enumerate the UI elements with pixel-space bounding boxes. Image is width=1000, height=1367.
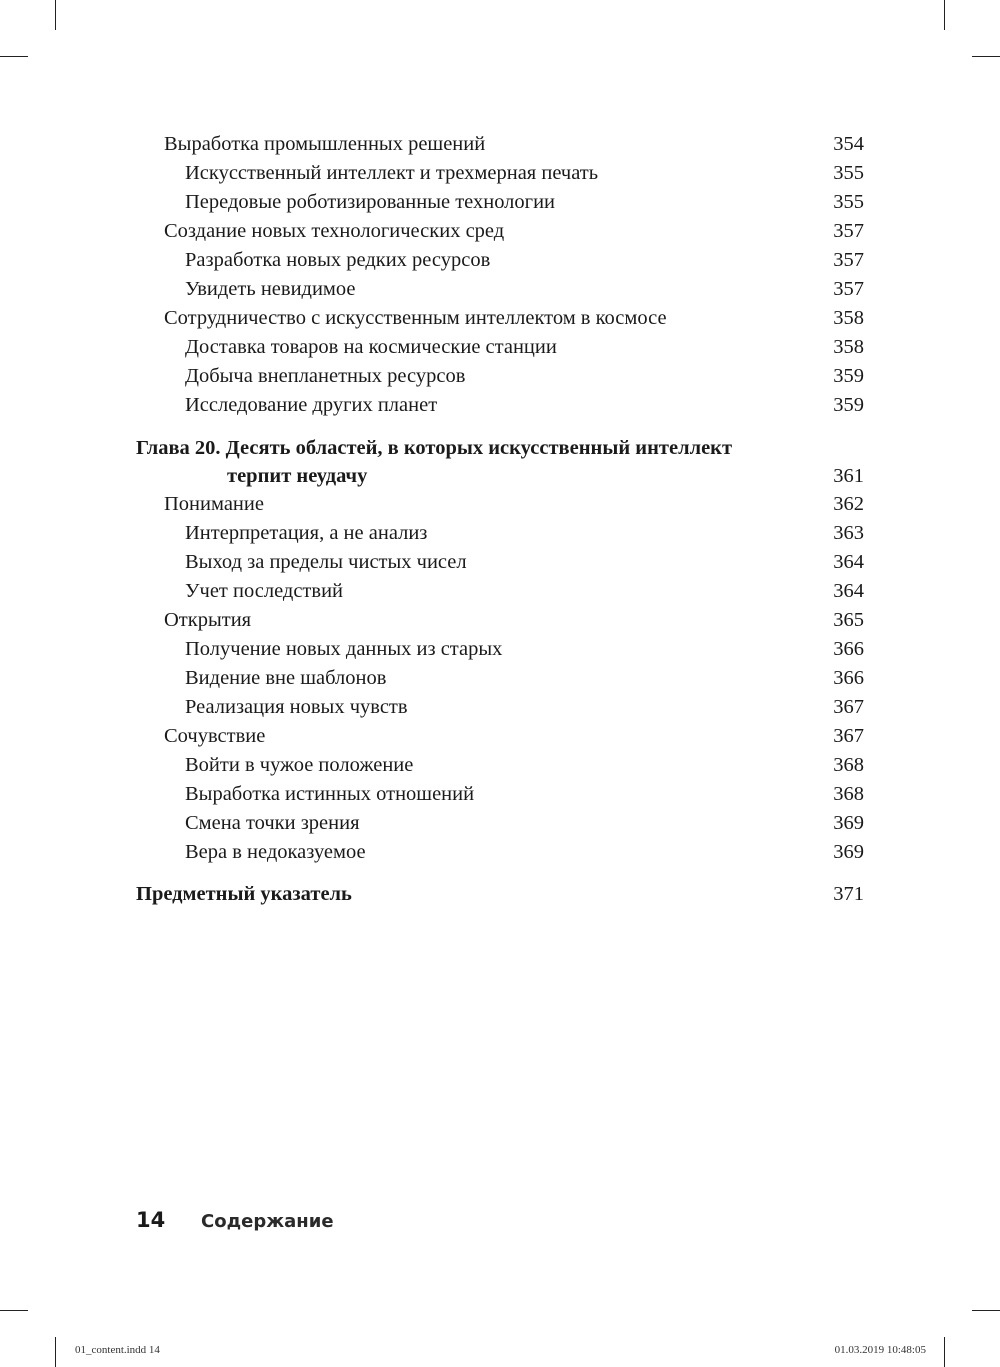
crop-mark-right-top — [972, 56, 1000, 57]
toc-entry-title: Сотрудничество с искусственным интеллектом в космосе — [164, 307, 667, 329]
toc-entry[interactable] — [136, 159, 864, 188]
crop-mark-right-bottom — [972, 1310, 1000, 1311]
toc-entry-page: 357 — [833, 220, 864, 242]
toc-entry-page: 362 — [833, 493, 864, 515]
toc-entry[interactable] — [136, 548, 864, 577]
toc-entry-title: Открытия — [164, 609, 252, 631]
toc-entry[interactable] — [136, 577, 864, 606]
running-title: Содержание — [201, 1211, 334, 1232]
toc-entry-page: 355 — [833, 162, 864, 184]
toc-entry-page: 367 — [833, 696, 864, 718]
toc-entry-title: Реализация новых чувств — [185, 696, 408, 718]
toc-entry-title: Увидеть невидимое — [185, 278, 356, 300]
toc-entry-title: Доставка товаров на космические станции — [185, 336, 557, 358]
page-number: 14 — [136, 1208, 166, 1232]
index-page: 371 — [833, 883, 864, 905]
toc-entry[interactable] — [136, 809, 864, 838]
toc-entry-page: 368 — [833, 783, 864, 805]
toc-entry-title: Исследование других планет — [185, 394, 438, 416]
toc-entry-title: Разработка новых редких ресурсов — [185, 249, 491, 271]
table-of-contents — [136, 130, 864, 909]
toc-entry-page: 366 — [833, 667, 864, 689]
toc-entry[interactable] — [136, 130, 864, 159]
toc-entry[interactable] — [136, 606, 864, 635]
toc-entry-title: Учет последствий — [185, 580, 344, 602]
toc-entry-title: Выработка истинных отношений — [185, 783, 475, 805]
crop-mark-left-top — [0, 56, 28, 57]
toc-entry-title: Интерпретация, а не анализ — [185, 522, 428, 544]
crop-mark-top-left — [55, 0, 56, 30]
chapter-title-line2: терпит неудачу — [227, 465, 368, 487]
toc-index-entry[interactable] — [136, 880, 864, 909]
chapter-page: 361 — [833, 465, 864, 487]
toc-entry-page: 357 — [833, 278, 864, 300]
toc-entry-page: 359 — [833, 365, 864, 387]
toc-entry-title: Видение вне шаблонов — [185, 667, 387, 689]
toc-entry-title: Выход за пределы чистых чисел — [185, 551, 467, 573]
toc-entry[interactable] — [136, 391, 864, 420]
toc-entry[interactable] — [136, 780, 864, 809]
toc-entry-title: Получение новых данных из старых — [185, 638, 503, 660]
toc-entry-title: Понимание — [164, 493, 264, 515]
toc-entry-page: 358 — [833, 336, 864, 358]
chapter-title-line1: Глава 20. Десять областей, в которых искусственный интеллект — [136, 437, 733, 459]
toc-entry[interactable] — [136, 519, 864, 548]
toc-entry-title: Передовые роботизированные технологии — [185, 191, 556, 213]
toc-entry[interactable] — [136, 490, 864, 519]
toc-entry-page: 367 — [833, 725, 864, 747]
crop-mark-bottom-right — [944, 1337, 945, 1367]
toc-entry-title: Искусственный интеллект и трехмерная печать — [185, 162, 599, 184]
toc-entry[interactable] — [136, 693, 864, 722]
toc-entry-title: Выработка промышленных решений — [164, 133, 486, 155]
toc-entry[interactable] — [136, 188, 864, 217]
toc-entry-page: 365 — [833, 609, 864, 631]
toc-entry-page: 369 — [833, 841, 864, 863]
toc-entry-page: 358 — [833, 307, 864, 329]
toc-entry-page: 369 — [833, 812, 864, 834]
toc-entry-page: 354 — [833, 133, 864, 155]
slug-filename: 01_content.indd 14 — [75, 1344, 160, 1356]
toc-entry[interactable] — [136, 217, 864, 246]
toc-entry-title: Создание новых технологических сред — [164, 220, 505, 242]
toc-entry-page: 364 — [833, 551, 864, 573]
toc-entry-page: 357 — [833, 249, 864, 271]
slug-datetime: 01.03.2019 10:48:05 — [834, 1344, 926, 1356]
toc-entry-page: 355 — [833, 191, 864, 213]
toc-entry[interactable] — [136, 275, 864, 304]
toc-entry[interactable] — [136, 362, 864, 391]
toc-entry-page: 359 — [833, 394, 864, 416]
crop-mark-bottom-left — [55, 1337, 56, 1367]
toc-entry-page: 363 — [833, 522, 864, 544]
toc-entry-title: Сочувствие — [164, 725, 266, 747]
toc-entry[interactable] — [136, 635, 864, 664]
toc-entry[interactable] — [136, 722, 864, 751]
toc-entry-title: Вера в недоказуемое — [185, 841, 366, 863]
toc-entry[interactable] — [136, 333, 864, 362]
toc-entry-title: Войти в чужое положение — [185, 754, 414, 776]
toc-entry-page: 364 — [833, 580, 864, 602]
toc-entry-title: Добыча внепланетных ресурсов — [185, 365, 466, 387]
crop-mark-left-bottom — [0, 1310, 28, 1311]
index-title: Предметный указатель — [136, 883, 352, 905]
toc-entry-page: 366 — [833, 638, 864, 660]
toc-entry-title: Смена точки зрения — [185, 812, 360, 834]
toc-entry[interactable] — [136, 664, 864, 693]
toc-chapter-20[interactable] — [136, 434, 864, 490]
crop-mark-top-right — [944, 0, 945, 30]
toc-entry[interactable] — [136, 838, 864, 867]
toc-entry[interactable] — [136, 304, 864, 333]
toc-entry[interactable] — [136, 751, 864, 780]
toc-entry[interactable] — [136, 246, 864, 275]
toc-entry-page: 368 — [833, 754, 864, 776]
